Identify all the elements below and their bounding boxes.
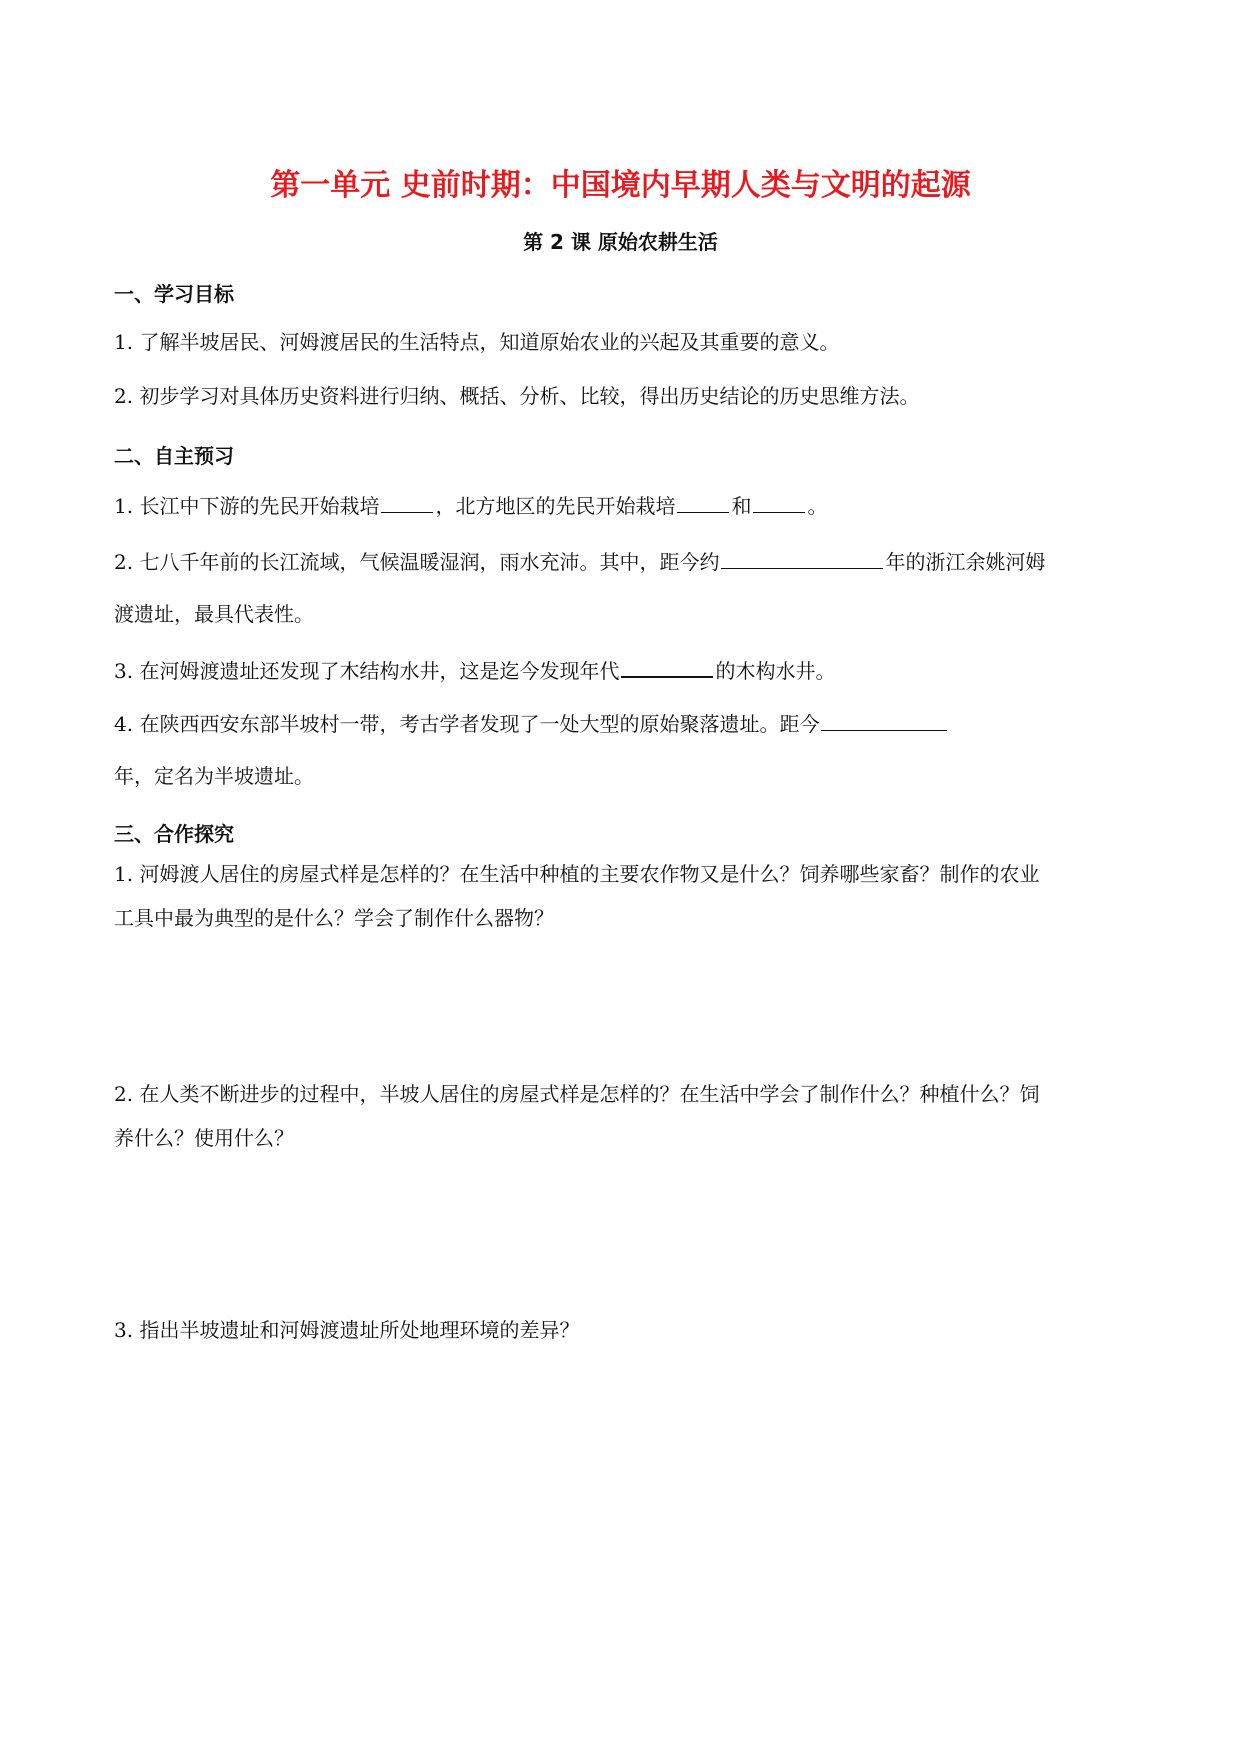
- inquiry-question-2-line-1: 2. 在人类不断进步的过程中，半坡人居住的房屋式样是怎样的？在生活中学会了制作什么？种植什么？饲: [114, 1082, 1040, 1106]
- section-heading-learning-goals: 一、学习目标: [114, 282, 234, 306]
- q1-text-b: ，北方地区的先民开始栽培: [435, 494, 676, 518]
- lesson-title: 第 2 课 原始农耕生活: [523, 230, 718, 254]
- fill-blank-1[interactable]: [381, 490, 433, 513]
- fill-blank-2[interactable]: [677, 490, 729, 513]
- preview-question-3: [114, 654, 1134, 685]
- q1-text-c: 和: [731, 494, 752, 518]
- goal-item-1: 1. 了解半坡居民、河姆渡居民的生活特点，知道原始农业的兴起及其重要的意义。: [114, 330, 840, 354]
- fill-blank-6[interactable]: [821, 708, 947, 731]
- section-heading-self-study: 二、自主预习: [114, 444, 234, 468]
- preview-question-4-line-2: 年，定名为半坡遗址。: [114, 764, 314, 788]
- q1-text-a: 1. 长江中下游的先民开始栽培: [114, 494, 380, 518]
- fill-blank-5[interactable]: [621, 654, 713, 678]
- inquiry-question-3: 3. 指出半坡遗址和河姆渡遗址所处地理环境的差异？: [114, 1318, 580, 1342]
- q1-text-d: 。: [807, 494, 828, 518]
- fill-blank-3[interactable]: [753, 490, 805, 513]
- preview-question-2-line-2: 渡遗址，最具代表性。: [114, 602, 314, 626]
- q3-text-a: 3. 在河姆渡遗址还发现了木结构水井，这是迄今发现年代: [114, 659, 620, 683]
- q2-text-a: 2. 七八千年前的长江流域，气候温暖湿润，雨水充沛。其中，距今约: [114, 550, 720, 574]
- preview-question-4-line-1: [114, 708, 1134, 738]
- inquiry-question-1-line-1: 1. 河姆渡人居住的房屋式样是怎样的？在生活中种植的主要农作物又是什么？饲养哪些家畜？制作的农业: [114, 862, 1040, 886]
- q3-text-b: 的木构水井。: [715, 659, 836, 683]
- fill-blank-4[interactable]: [721, 546, 883, 569]
- inquiry-question-2-line-2: 养什么？使用什么？: [114, 1126, 294, 1150]
- preview-question-1: [114, 490, 1134, 520]
- goal-item-2: 2. 初步学习对具体历史资料进行归纳、概括、分析、比较，得出历史结论的历史思维方法。: [114, 384, 920, 408]
- inquiry-question-1-line-2: 工具中最为典型的是什么？学会了制作什么器物？: [114, 906, 554, 930]
- section-heading-cooperative-inquiry: 三、合作探究: [114, 822, 234, 846]
- q4-text-a: 4. 在陕西西安东部半坡村一带，考古学者发现了一处大型的原始聚落遗址。距今: [114, 712, 820, 736]
- preview-question-2-line-1: [114, 546, 1134, 576]
- q2-text-b: 年的浙江余姚河姆: [885, 550, 1046, 574]
- unit-title: 第一单元 史前时期：中国境内早期人类与文明的起源: [270, 168, 971, 203]
